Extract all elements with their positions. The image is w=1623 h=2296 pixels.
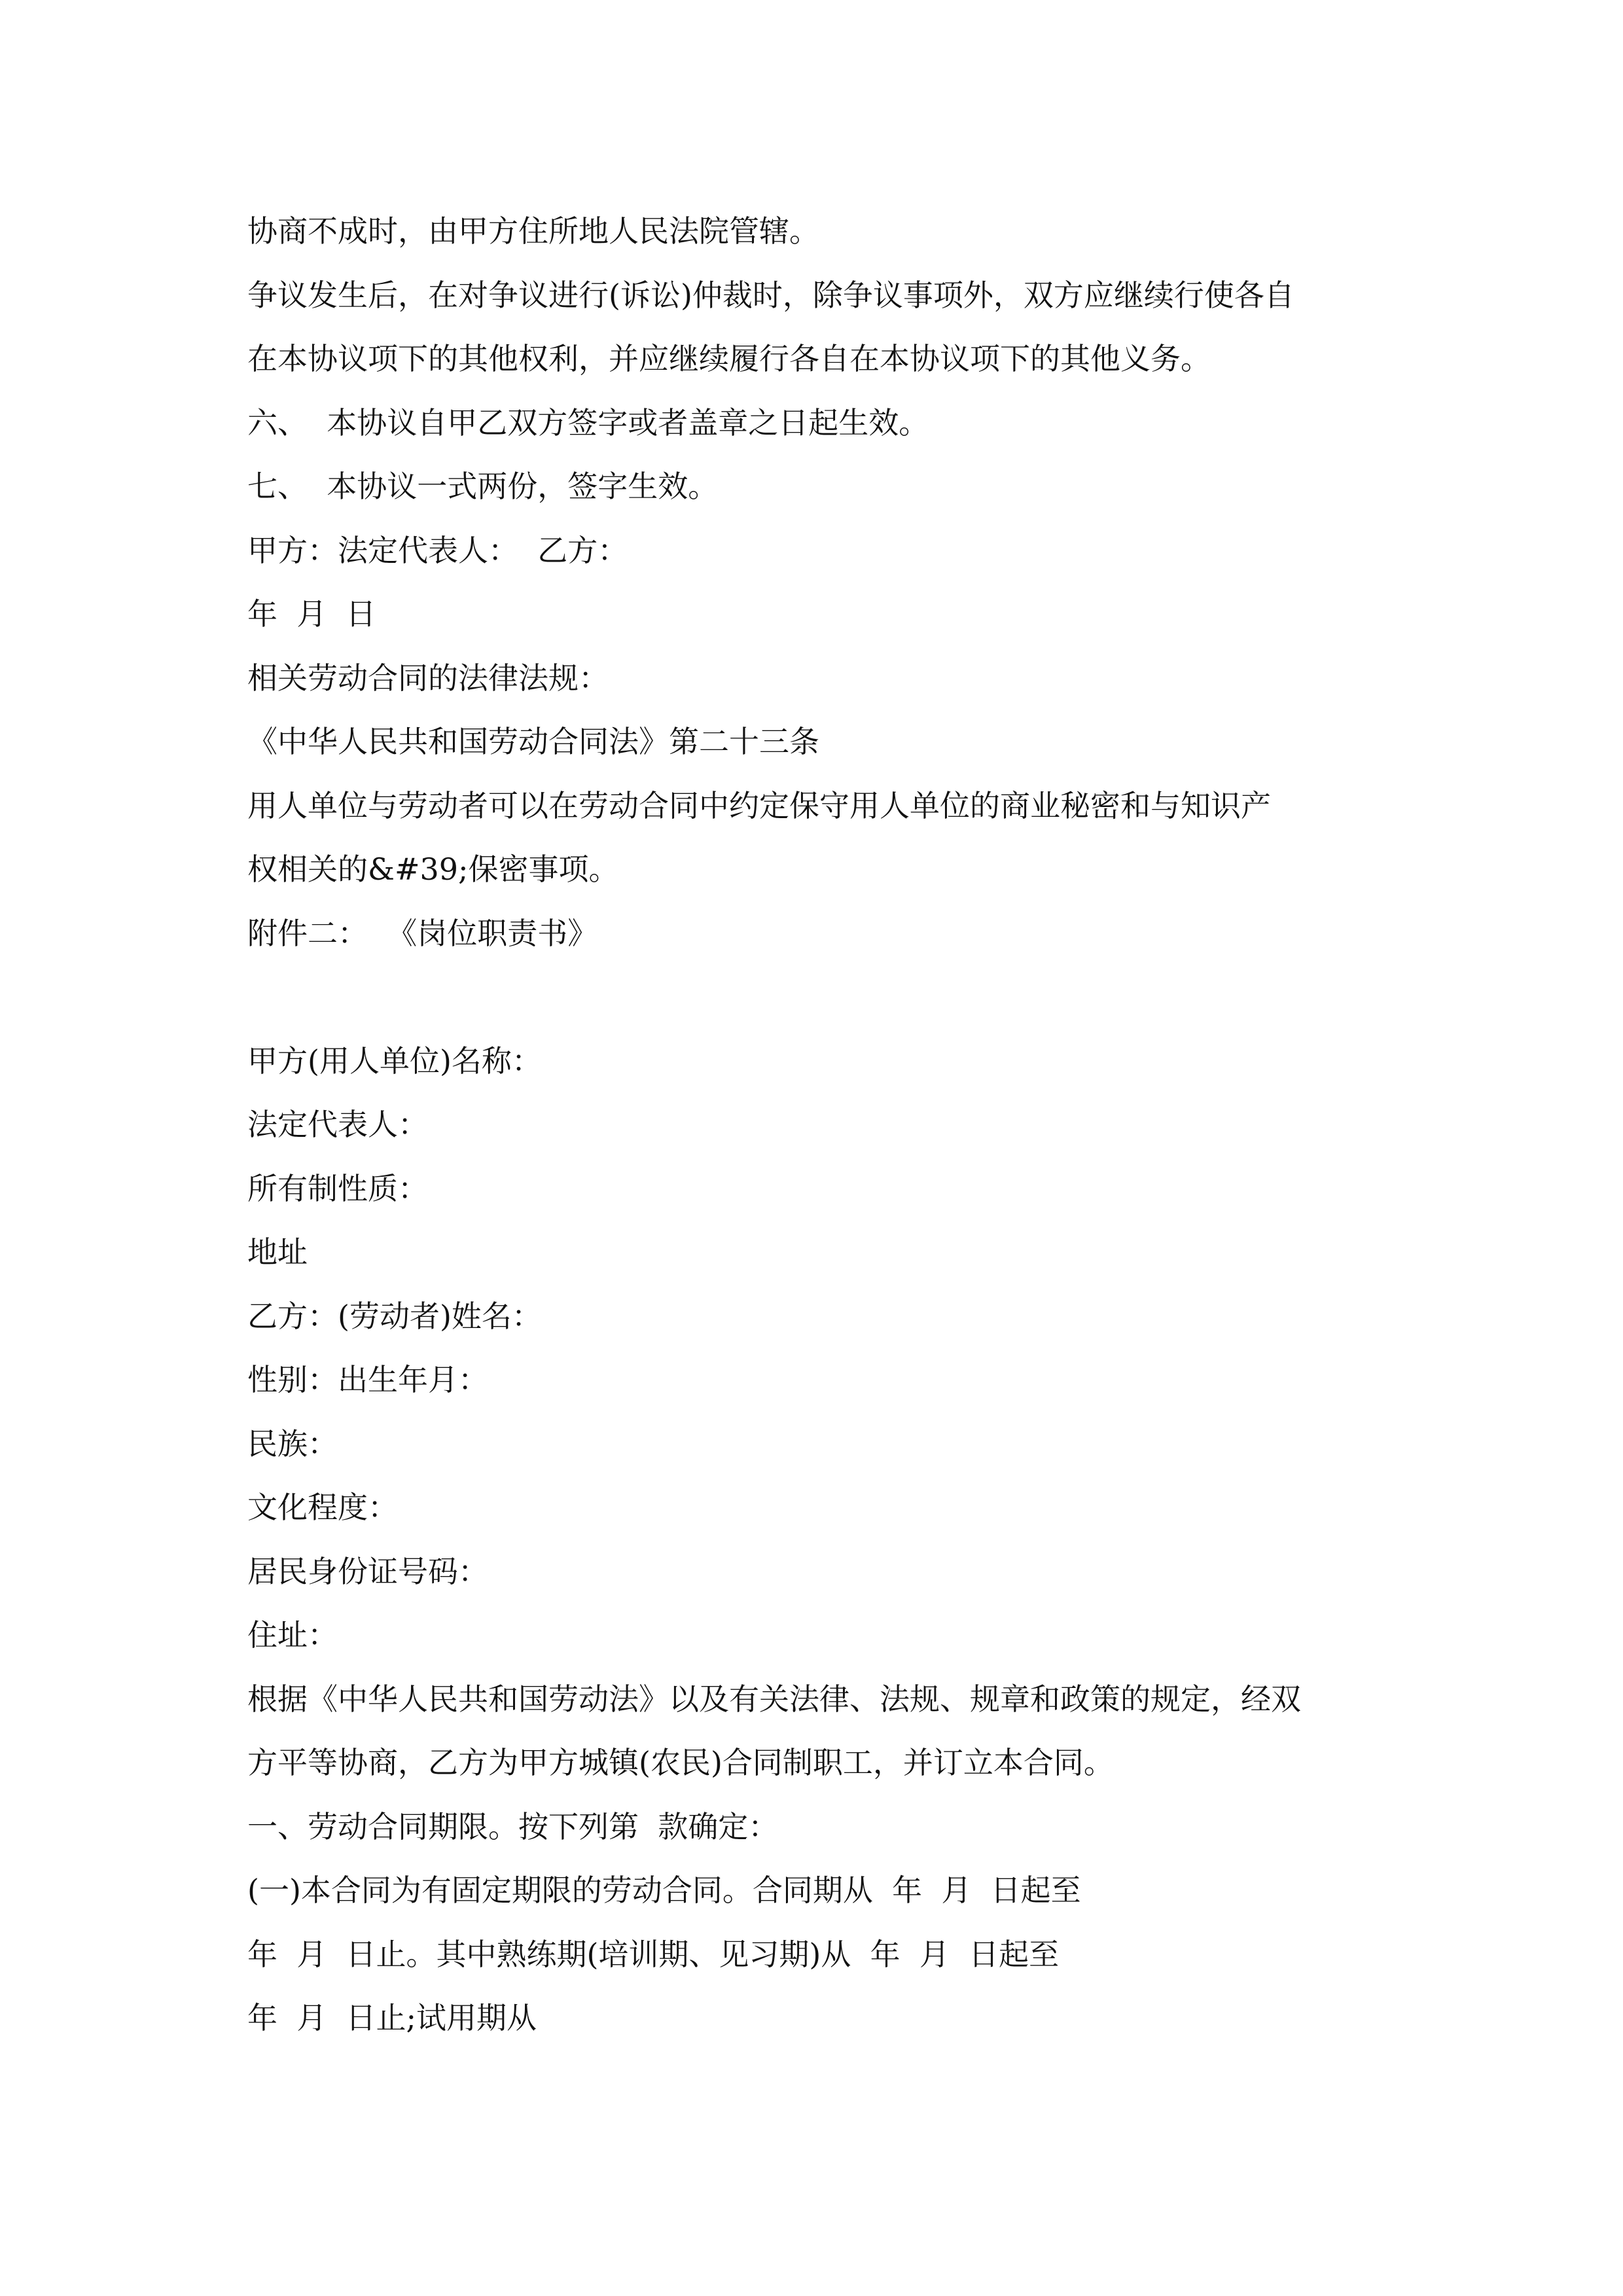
text-line: 文化程度： <box>247 1490 398 1525</box>
blank-line <box>247 965 1393 1030</box>
text-line: 住址： <box>247 1617 338 1653</box>
text-line: 甲方：法定代表人： 乙方： <box>247 532 628 568</box>
text-line: 年 月 日 <box>247 596 376 632</box>
text-line: 附件二： 《岗位职责书》 <box>247 915 598 951</box>
text-line: 所有制性质： <box>247 1170 428 1206</box>
text-line: 年 月 日止。其中熟练期(培训期、见习期)从 年 月 日起至 <box>247 1936 1060 1972</box>
text-line: 一、劳动合同期限。按下列第 款确定： <box>247 1808 779 1844</box>
text-line: 协商不成时，由甲方住所地人民法院管辖。 <box>247 213 819 249</box>
text-line: 地址 <box>247 1234 308 1270</box>
text-line: 民族： <box>247 1426 338 1462</box>
text-line: 六、 本协议自甲乙双方签字或者盖章之日起生效。 <box>247 404 929 440</box>
text-line: 争议发生后，在对争议进行(诉讼)仲裁时，除争议事项外，双方应继续行使各自 <box>247 277 1294 313</box>
text-line: 方平等协商，乙方为甲方城镇(农民)合同制职工，并订立本合同。 <box>247 1745 1114 1780</box>
text-line: 居民身份证号码： <box>247 1553 488 1589</box>
text-line: 根据《中华人民共和国劳动法》以及有关法律、法规、规章和政策的规定，经双 <box>247 1681 1301 1717</box>
text-line: 权相关的&#39;保密事项。 <box>247 852 619 887</box>
text-line: 甲方(用人单位)名称： <box>247 1043 542 1079</box>
text-line: 年 月 日止;试用期从 <box>247 2000 537 2036</box>
text-line: (一)本合同为有固定期限的劳动合同。合同期从 年 月 日起至 <box>247 1873 1081 1908</box>
text-line: 相关劳动合同的法律法规： <box>247 660 609 696</box>
text-line: 乙方：(劳动者)姓名： <box>247 1298 542 1334</box>
text-line: 法定代表人： <box>247 1107 428 1142</box>
text-line: 用人单位与劳动者可以在劳动合同中约定保守用人单位的商业秘密和与知识产 <box>247 787 1271 823</box>
text-line: 《中华人民共和国劳动合同法》第二十三条 <box>247 724 819 759</box>
document-body <box>247 200 1393 2051</box>
text-line: 七、 本协议一式两份，签字生效。 <box>247 469 719 504</box>
text-line: 在本协议项下的其他权利，并应继续履行各自在本协议项下的其他义务。 <box>247 341 1211 376</box>
text-line: 性别：出生年月： <box>247 1362 488 1397</box>
